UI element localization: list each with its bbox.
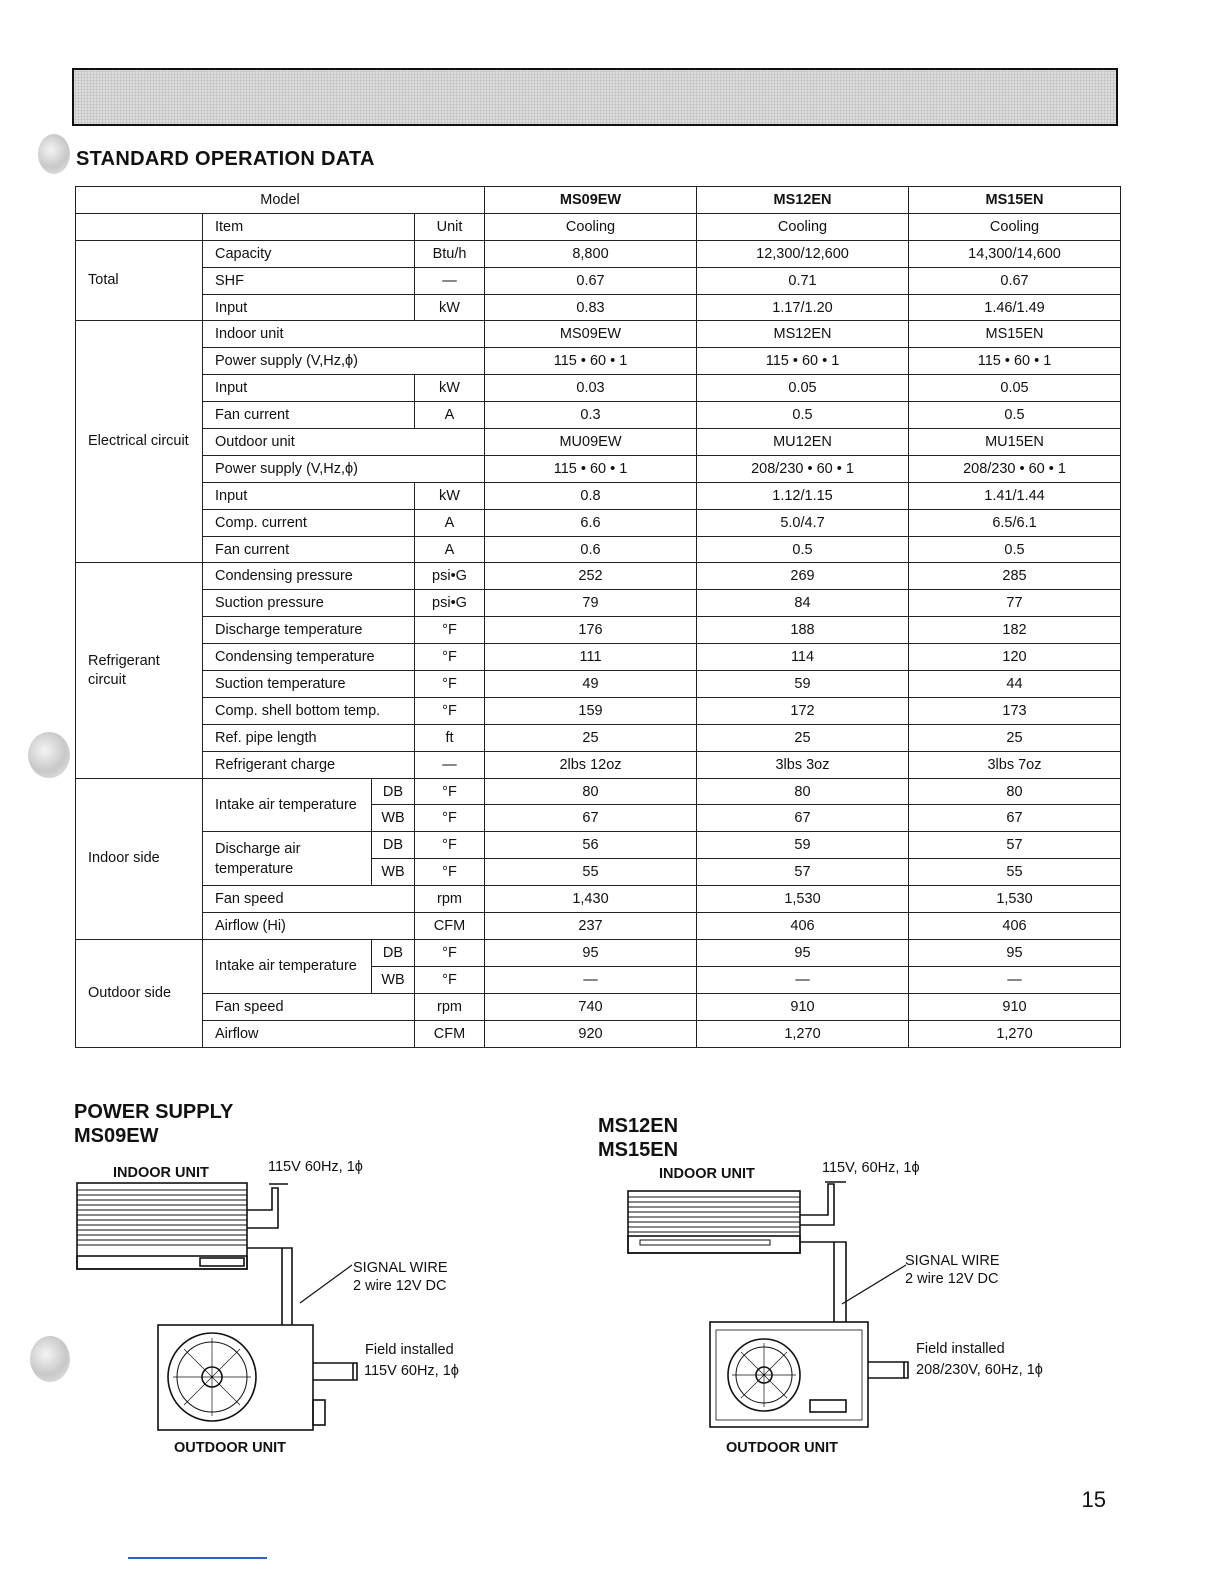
unit-cell: A — [415, 402, 485, 429]
table-row — [76, 697, 1121, 724]
table-row — [76, 267, 1121, 294]
right-outdoor-power-label: 208/230V, 60Hz, 1ϕ — [916, 1362, 1043, 1378]
value-cell: 80 — [485, 778, 697, 805]
mode-header: Cooling — [697, 213, 909, 240]
value-cell: MU15EN — [909, 429, 1121, 456]
table-row — [76, 617, 1121, 644]
value-cell: 6.5/6.1 — [909, 509, 1121, 536]
table-row — [76, 536, 1121, 563]
item-cell: Discharge temperature — [203, 617, 415, 644]
header-band — [72, 68, 1118, 126]
item-cell: Power supply (V,Hz,ϕ) — [203, 348, 485, 375]
left-outdoor-power-label: 115V 60Hz, 1ϕ — [364, 1363, 459, 1379]
table-row — [76, 294, 1121, 321]
blank-cell — [76, 213, 203, 240]
group-label-refrigerant: Refrigerant circuit — [76, 563, 203, 778]
table-row — [76, 993, 1121, 1020]
value-cell: 95 — [909, 939, 1121, 966]
power-supply-title — [74, 1100, 233, 1148]
value-cell: 0.67 — [485, 267, 697, 294]
table-row — [76, 671, 1121, 698]
item-cell: Power supply (V,Hz,ϕ) — [203, 455, 485, 482]
value-cell: 55 — [485, 859, 697, 886]
sub-item-cell: DB — [372, 939, 415, 966]
value-cell: 920 — [485, 1020, 697, 1047]
left-signal-wire-label: SIGNAL WIRE — [353, 1260, 448, 1276]
unit-cell: A — [415, 509, 485, 536]
table-row — [76, 348, 1121, 375]
unit-cell: — — [415, 267, 485, 294]
right-model-heading-1: MS12EN — [598, 1115, 679, 1137]
value-cell: 1,530 — [909, 886, 1121, 913]
group-label-outdoor: Outdoor side — [76, 939, 203, 1047]
value-cell: — — [909, 966, 1121, 993]
value-cell: 115 • 60 • 1 — [485, 455, 697, 482]
unit-cell: kW — [415, 482, 485, 509]
table-row — [76, 751, 1121, 778]
unit-cell: °F — [415, 832, 485, 859]
table-row — [76, 644, 1121, 671]
model-header: Model — [76, 187, 485, 214]
unit-cell: °F — [415, 939, 485, 966]
value-cell: 57 — [697, 859, 909, 886]
unit-cell: CFM — [415, 1020, 485, 1047]
model-name-header: MS09EW — [485, 187, 697, 214]
model-name-header: MS15EN — [909, 187, 1121, 214]
binder-hole-mark — [28, 732, 70, 778]
value-cell: 56 — [485, 832, 697, 859]
table-row — [76, 724, 1121, 751]
section-title: STANDARD OPERATION DATA — [76, 148, 375, 170]
value-cell: 237 — [485, 913, 697, 940]
value-cell: 285 — [909, 563, 1121, 590]
value-cell: 120 — [909, 644, 1121, 671]
unit-cell: kW — [415, 294, 485, 321]
right-signal-spec-label: 2 wire 12V DC — [905, 1271, 999, 1287]
value-cell: 2lbs 12oz — [485, 751, 697, 778]
table-row — [76, 482, 1121, 509]
item-cell: Outdoor unit — [203, 429, 485, 456]
left-wiring-diagram — [60, 1170, 400, 1440]
value-cell: — — [485, 966, 697, 993]
item-cell: Intake air temperature — [203, 778, 372, 832]
value-cell: 3lbs 7oz — [909, 751, 1121, 778]
value-cell: MS12EN — [697, 321, 909, 348]
left-model-heading: MS09EW — [74, 1125, 159, 1147]
value-cell: 14,300/14,600 — [909, 240, 1121, 267]
unit-cell: psi•G — [415, 590, 485, 617]
item-cell: Fan current — [203, 402, 415, 429]
item-cell: Comp. current — [203, 509, 415, 536]
right-indoor-unit-label: INDOOR UNIT — [659, 1166, 755, 1182]
item-cell: Intake air temperature — [203, 939, 372, 993]
value-cell: 0.05 — [697, 375, 909, 402]
value-cell: 0.5 — [697, 536, 909, 563]
unit-cell: °F — [415, 697, 485, 724]
table-subheader-row — [76, 213, 1121, 240]
table-row — [76, 375, 1121, 402]
unit-cell: CFM — [415, 913, 485, 940]
value-cell: 84 — [697, 590, 909, 617]
value-cell: 25 — [909, 724, 1121, 751]
item-cell: Indoor unit — [203, 321, 485, 348]
value-cell: 173 — [909, 697, 1121, 724]
item-header: Item — [203, 213, 415, 240]
value-cell: 95 — [485, 939, 697, 966]
unit-cell: °F — [415, 644, 485, 671]
footer-rule — [128, 1557, 267, 1559]
value-cell: 0.67 — [909, 267, 1121, 294]
value-cell: 269 — [697, 563, 909, 590]
value-cell: 0.6 — [485, 536, 697, 563]
value-cell: — — [697, 966, 909, 993]
value-cell: 8,800 — [485, 240, 697, 267]
value-cell: 0.71 — [697, 267, 909, 294]
value-cell: 406 — [909, 913, 1121, 940]
group-label-indoor: Indoor side — [76, 778, 203, 939]
page-number: 15 — [1081, 1487, 1106, 1512]
value-cell: 25 — [485, 724, 697, 751]
item-cell: Airflow (Hi) — [203, 913, 415, 940]
mode-header: Cooling — [909, 213, 1121, 240]
value-cell: 0.3 — [485, 402, 697, 429]
value-cell: 910 — [697, 993, 909, 1020]
value-cell: 115 • 60 • 1 — [909, 348, 1121, 375]
right-signal-wire-label: SIGNAL WIRE — [905, 1253, 1000, 1269]
value-cell: 25 — [697, 724, 909, 751]
unit-cell: °F — [415, 617, 485, 644]
mode-header: Cooling — [485, 213, 697, 240]
value-cell: 1.41/1.44 — [909, 482, 1121, 509]
unit-cell: Btu/h — [415, 240, 485, 267]
unit-cell: °F — [415, 671, 485, 698]
value-cell: 44 — [909, 671, 1121, 698]
sub-item-cell: WB — [372, 805, 415, 832]
table-row — [76, 429, 1121, 456]
unit-cell: — — [415, 751, 485, 778]
value-cell: 1,430 — [485, 886, 697, 913]
unit-cell: A — [415, 536, 485, 563]
item-cell: Airflow — [203, 1020, 415, 1047]
table-row — [76, 402, 1121, 429]
item-cell: Discharge air temperature — [203, 832, 372, 886]
unit-cell: °F — [415, 778, 485, 805]
value-cell: 0.8 — [485, 482, 697, 509]
value-cell: 910 — [909, 993, 1121, 1020]
item-cell: Suction temperature — [203, 671, 415, 698]
value-cell: 67 — [697, 805, 909, 832]
value-cell: 3lbs 3oz — [697, 751, 909, 778]
model-name-header: MS12EN — [697, 187, 909, 214]
value-cell: 1.17/1.20 — [697, 294, 909, 321]
value-cell: 1,530 — [697, 886, 909, 913]
table-row — [76, 240, 1121, 267]
right-indoor-power-label: 115V, 60Hz, 1ϕ — [822, 1160, 920, 1176]
item-cell: Input — [203, 482, 415, 509]
value-cell: 57 — [909, 832, 1121, 859]
value-cell: 252 — [485, 563, 697, 590]
unit-cell: °F — [415, 859, 485, 886]
section-bullet — [38, 134, 70, 174]
left-indoor-power-label: 115V 60Hz, 1ϕ — [268, 1159, 363, 1175]
value-cell: 80 — [909, 778, 1121, 805]
value-cell: 59 — [697, 832, 909, 859]
item-cell: Comp. shell bottom temp. — [203, 697, 415, 724]
value-cell: 0.5 — [697, 402, 909, 429]
power-supply-heading: POWER SUPPLY — [74, 1101, 234, 1123]
right-model-headings — [598, 1114, 678, 1162]
right-model-heading-2: MS15EN — [598, 1139, 679, 1161]
value-cell: 0.5 — [909, 402, 1121, 429]
value-cell: 182 — [909, 617, 1121, 644]
table-row — [76, 778, 1121, 805]
unit-header: Unit — [415, 213, 485, 240]
table-row — [76, 509, 1121, 536]
group-label-electrical: Electrical circuit — [76, 321, 203, 563]
unit-cell: ft — [415, 724, 485, 751]
value-cell: 114 — [697, 644, 909, 671]
value-cell: 5.0/4.7 — [697, 509, 909, 536]
item-cell: Condensing temperature — [203, 644, 415, 671]
value-cell: 1,270 — [697, 1020, 909, 1047]
value-cell: 115 • 60 • 1 — [697, 348, 909, 375]
value-cell: 176 — [485, 617, 697, 644]
table-row — [76, 886, 1121, 913]
value-cell: 0.83 — [485, 294, 697, 321]
table-header-row — [76, 187, 1121, 214]
item-cell: Capacity — [203, 240, 415, 267]
unit-cell: kW — [415, 375, 485, 402]
item-cell: Suction pressure — [203, 590, 415, 617]
table-row — [76, 590, 1121, 617]
value-cell: 0.05 — [909, 375, 1121, 402]
value-cell: 1,270 — [909, 1020, 1121, 1047]
value-cell: 49 — [485, 671, 697, 698]
value-cell: 406 — [697, 913, 909, 940]
left-outdoor-unit-label: OUTDOOR UNIT — [174, 1440, 286, 1456]
value-cell: 159 — [485, 697, 697, 724]
item-cell: Input — [203, 375, 415, 402]
value-cell: 1.12/1.15 — [697, 482, 909, 509]
item-cell: Fan speed — [203, 886, 415, 913]
value-cell: 67 — [485, 805, 697, 832]
operation-data-table — [75, 186, 1121, 1048]
unit-cell: psi•G — [415, 563, 485, 590]
value-cell: MU09EW — [485, 429, 697, 456]
sub-item-cell: DB — [372, 778, 415, 805]
value-cell: MS15EN — [909, 321, 1121, 348]
sub-item-cell: WB — [372, 859, 415, 886]
table-row — [76, 321, 1121, 348]
table-row — [76, 832, 1121, 859]
left-signal-spec-label: 2 wire 12V DC — [353, 1278, 447, 1294]
value-cell: 55 — [909, 859, 1121, 886]
value-cell: 79 — [485, 590, 697, 617]
right-field-installed-label: Field installed — [916, 1341, 1005, 1357]
item-cell: Input — [203, 294, 415, 321]
item-cell: SHF — [203, 267, 415, 294]
value-cell: 95 — [697, 939, 909, 966]
value-cell: 111 — [485, 644, 697, 671]
value-cell: MU12EN — [697, 429, 909, 456]
unit-cell: °F — [415, 805, 485, 832]
group-label-total: Total — [76, 240, 203, 321]
value-cell: MS09EW — [485, 321, 697, 348]
value-cell: 77 — [909, 590, 1121, 617]
table-row — [76, 455, 1121, 482]
value-cell: 12,300/12,600 — [697, 240, 909, 267]
value-cell: 740 — [485, 993, 697, 1020]
unit-cell: rpm — [415, 886, 485, 913]
item-cell: Refrigerant charge — [203, 751, 415, 778]
value-cell: 115 • 60 • 1 — [485, 348, 697, 375]
table-row — [76, 563, 1121, 590]
item-cell: Fan speed — [203, 993, 415, 1020]
value-cell: 188 — [697, 617, 909, 644]
value-cell: 208/230 • 60 • 1 — [909, 455, 1121, 482]
right-outdoor-unit-label: OUTDOOR UNIT — [726, 1440, 838, 1456]
sub-item-cell: WB — [372, 966, 415, 993]
value-cell: 0.03 — [485, 375, 697, 402]
value-cell: 208/230 • 60 • 1 — [697, 455, 909, 482]
item-cell: Fan current — [203, 536, 415, 563]
value-cell: 80 — [697, 778, 909, 805]
left-indoor-unit-label: INDOOR UNIT — [113, 1165, 209, 1181]
table-row — [76, 1020, 1121, 1047]
value-cell: 172 — [697, 697, 909, 724]
table-row — [76, 913, 1121, 940]
value-cell: 67 — [909, 805, 1121, 832]
table-row — [76, 939, 1121, 966]
item-cell: Ref. pipe length — [203, 724, 415, 751]
left-field-installed-label: Field installed — [365, 1342, 454, 1358]
sub-item-cell: DB — [372, 832, 415, 859]
value-cell: 6.6 — [485, 509, 697, 536]
value-cell: 59 — [697, 671, 909, 698]
value-cell: 0.5 — [909, 536, 1121, 563]
unit-cell: rpm — [415, 993, 485, 1020]
item-cell: Condensing pressure — [203, 563, 415, 590]
unit-cell: °F — [415, 966, 485, 993]
right-wiring-diagram — [610, 1170, 940, 1440]
value-cell: 1.46/1.49 — [909, 294, 1121, 321]
